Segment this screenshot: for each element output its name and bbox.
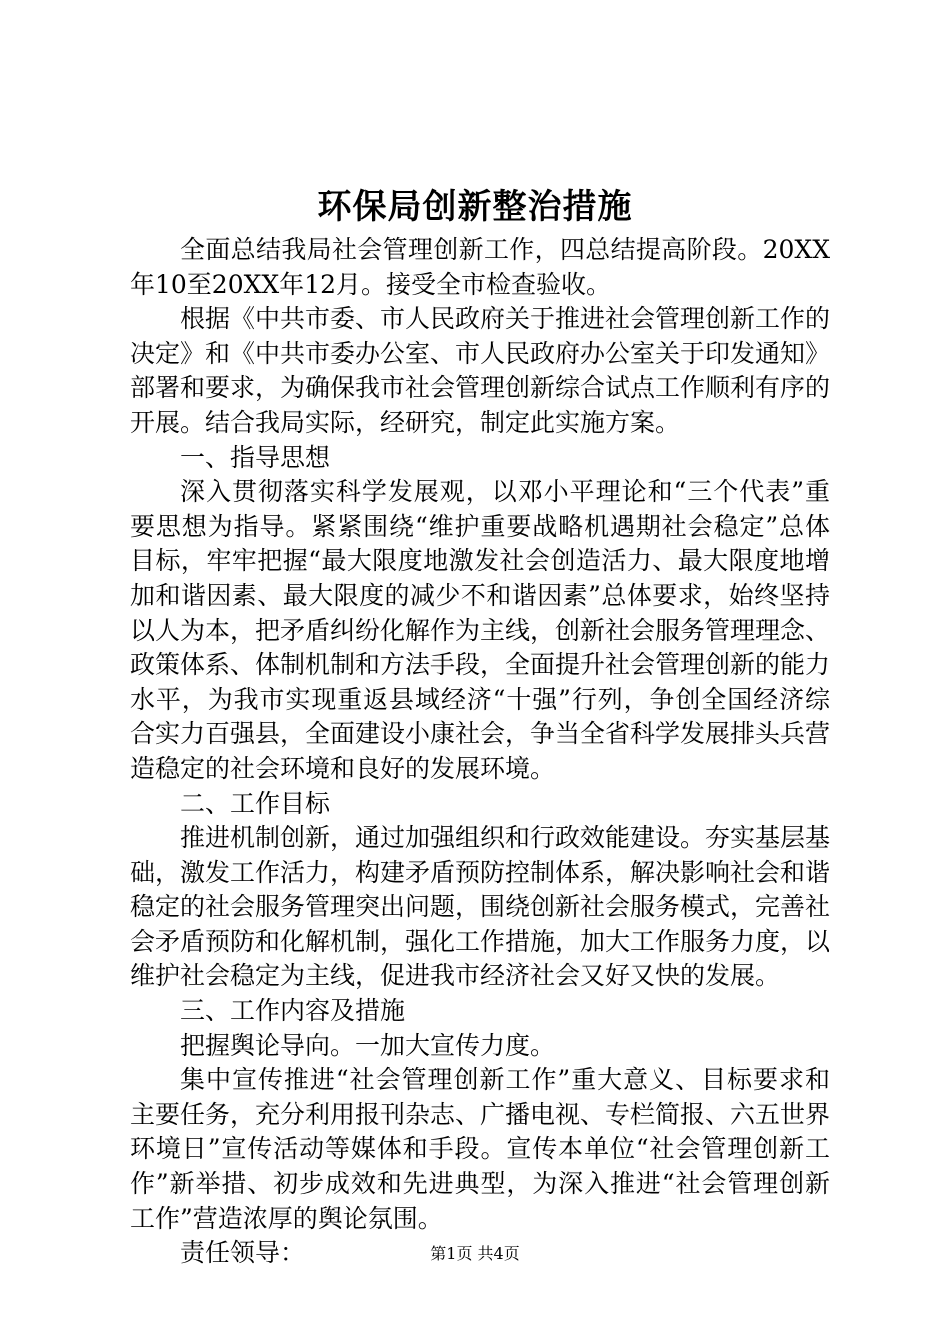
document-body xyxy=(130,233,830,1271)
paragraph-guiding-ideology: 深入贯彻落实科学发展观，以邓小平理论和“三个代表”重要思想为指导。紧紧围绕“维护重要战略机遇期社会稳定”总体目标，牢牢把握“最大限度地激发社会创造活力、最大限度地增加和谐因素、最大限度的减少不和谐因素”总体要求，始终坚持以人为本，把矛盾纠纷化解作为主线，创新社会服务管理理念、政策体系、体制机制和方法手段，全面提升社会管理创新的能力水平，为我市实现重返县域经济“十强”行列，争创全国经济综合实力百强县，全面建设小康社会，争当全省科学发展排头兵营造稳定的社会环境和良好的发展环境。 xyxy=(130,477,831,783)
section-heading-guiding-ideology: 一、指导思想 xyxy=(180,442,331,472)
section-heading-work-goals: 二、工作目标 xyxy=(180,788,331,818)
page-number-footer: 第1页 共4页 xyxy=(430,1244,520,1263)
paragraph-basis: 根据《中共市委、市人民政府关于推进社会管理创新工作的决定》和《中共市委办公室、市人民政府办公室关于印发通知》部署和要求，为确保我市社会管理创新综合试点工作顺利有序的开展。结合我局实际，经研究，制定此实施方案。 xyxy=(130,304,831,437)
paragraph-work-goals: 推进机制创新，通过加强组织和行政效能建设。夯实基层基础，激发工作活力，构建矛盾预防控制体系，解决影响社会和谐稳定的社会服务管理突出问题，围绕创新社会服务模式，完善社会矛盾预防和化解机制，强化工作措施，加大工作服务力度，以维护社会稳定为主线，促进我市经济社会又好又快的发展。 xyxy=(130,823,831,991)
document-title: 环保局创新整治措施 xyxy=(317,187,633,227)
paragraph-responsible-leader: 责任领导： xyxy=(180,1238,306,1268)
paragraph-intro-summary: 全面总结我局社会管理创新工作，四总结提高阶段。20XX年10至20XX年12月。接受全市检查验收。 xyxy=(130,235,830,299)
paragraph-publicity: 集中宣传推进“社会管理创新工作”重大意义、目标要求和主要任务，充分利用报刊杂志、广播电视、专栏简报、六五世界环境日”宣传活动等媒体和手段。宣传本单位“社会管理创新工作”新举措、初步成效和先进典型，为深入推进“社会管理创新工作”营造浓厚的舆论氛围。 xyxy=(130,1065,831,1233)
paragraph-public-opinion: 把握舆论导向。一加大宣传力度。 xyxy=(180,1030,556,1060)
section-heading-work-measures: 三、工作内容及措施 xyxy=(180,996,406,1026)
